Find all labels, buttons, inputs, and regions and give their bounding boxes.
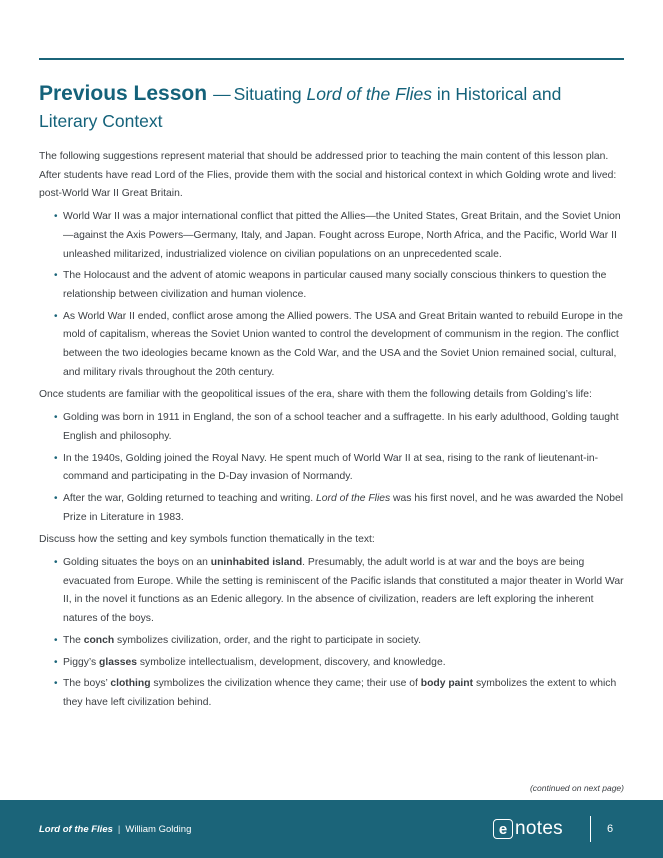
- bullet-icon: •: [54, 634, 58, 646]
- bullet-icon: •: [54, 412, 58, 424]
- intro-paragraph: The following suggestions represent material that should be addressed prior to teaching the main content of this lesson plan. After students have read Lord of the Flies, provide them with the social and historical context in which Golding wrote and lived: post-World War II Great Britain.: [39, 151, 617, 200]
- list-item: • The boys’ clothing symbolizes the civilization whence they came; their use of body paint symbolizes the extent to which they have left civilization behind.: [39, 675, 624, 712]
- title-previous-lesson: Previous Lesson: [39, 82, 208, 105]
- footer-citation: [39, 824, 191, 835]
- continued-note: (continued on next page): [529, 783, 624, 793]
- lesson-body: [39, 148, 624, 717]
- symbols-intro: Discuss how the setting and key symbols function thematically in the text:: [39, 534, 375, 546]
- history-list: [39, 208, 624, 382]
- footer-book-title: Lord of the Flies: [39, 824, 113, 835]
- bullet-icon: •: [54, 557, 58, 569]
- list-item: • World War II was a major international conflict that pitted the Allies—the United States, Great Britain, and the Soviet Union—against the Axis Powers—Germany, Italy, and Japan. Fought across Europe, North Africa, and the Pacific, World War II unleashed militarized, industrialized violence on civilian populations on an unprecedented scale.: [39, 208, 624, 264]
- title-book: Lord of the Flies: [306, 84, 433, 104]
- title-pre: Situating: [233, 84, 307, 104]
- enotes-logo: [493, 818, 563, 840]
- bullet-icon: •: [54, 270, 58, 282]
- title-post: in Historical and Literary Context: [39, 84, 562, 131]
- symbols-list: [39, 554, 624, 713]
- enotes-logo-text: notes: [515, 818, 563, 839]
- bullet-icon: •: [54, 678, 58, 690]
- footer-separator: |: [117, 824, 121, 835]
- bullet-icon: •: [54, 310, 58, 322]
- list-item: • Golding was born in 1911 in England, the son of a school teacher and a suffragette. In his early adulthood, Golding taught English and philosophy.: [39, 409, 624, 446]
- list-item: • The conch symbolizes civilization, order, and the right to participate in society.: [39, 632, 624, 651]
- golding-intro: Once students are familiar with the geopolitical issues of the era, share with them the following details from Golding’s life:: [39, 389, 592, 401]
- enotes-e-icon: e: [493, 819, 513, 839]
- list-item: • As World War II ended, conflict arose among the Allied powers. The USA and Great Britain wanted to rebuild Europe in the mold of capitalism, whereas the Soviet Union wanted to control the development of communism in the region. The conflict between the two ideologies became known as the Cold War, and the USA and the Soviet Union remained social, cultural, and military rivals throughout the 20th century.: [39, 308, 624, 383]
- bullet-icon: •: [54, 492, 58, 504]
- header-rule: [39, 58, 624, 60]
- footer-divider: [590, 816, 591, 842]
- footer-author: William Golding: [125, 824, 192, 835]
- title-dash: —: [213, 84, 231, 104]
- list-item: • In the 1940s, Golding joined the Royal Navy. He spent much of World War II at sea, rising to the rank of lieutenant-in-command and participating in the D-Day invasion of Normandy.: [39, 450, 624, 487]
- list-item: • Piggy’s glasses symbolize intellectualism, development, discovery, and knowledge.: [39, 654, 624, 673]
- golding-list: [39, 409, 624, 527]
- page-footer: [0, 800, 663, 858]
- bullet-icon: •: [54, 452, 58, 464]
- list-item: • After the war, Golding returned to teaching and writing. Lord of the Flies was his first novel, and he was awarded the Nobel Prize in Literature in 1983.: [39, 490, 624, 527]
- list-item: • The Holocaust and the advent of atomic weapons in particular caused many socially conscious thinkers to question the relationship between civilization and human violence.: [39, 267, 624, 304]
- bullet-icon: •: [54, 211, 58, 223]
- page-title: [39, 80, 599, 135]
- bullet-icon: •: [54, 656, 58, 668]
- list-item: • Golding situates the boys on an uninhabited island. Presumably, the adult world is at war and the boys are being evacuated from Europe. While the setting is reminiscent of the Pacific islands that constituted a major theater in World War II, in the novel it functions as an Edenic allegory. In the absence of civilization, readers are left exploring the inherent natures of the boys.: [39, 554, 624, 629]
- page-number: 6: [607, 823, 614, 835]
